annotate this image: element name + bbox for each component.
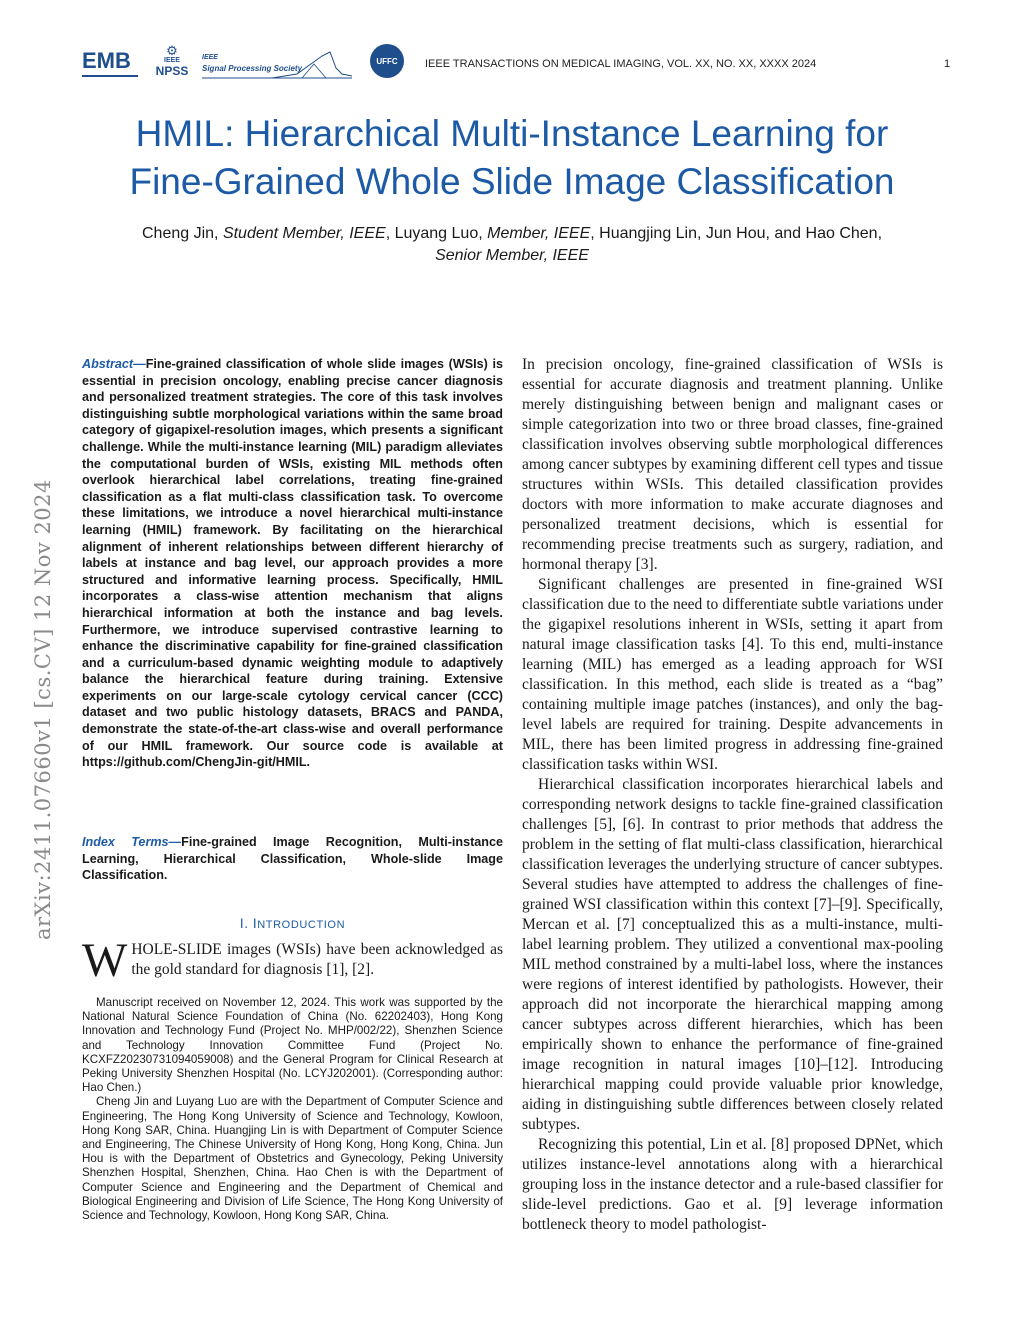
index-terms-dash: —	[168, 835, 182, 849]
author-1: Cheng Jin,	[141, 225, 219, 242]
journal-header: IEEE TRANSACTIONS ON MEDICAL IMAGING, VOL. XX, NO. XX, XXXX 2024	[425, 58, 817, 70]
abstract-label: Abstract	[82, 357, 134, 371]
npss-logo	[150, 44, 194, 78]
body-paragraph: Hierarchical classification incorporates hierarchical labels and corresponding network designs to tackle fine-grained classification challenges [5], [6]. In contrast to prior methods that address the problem in the setting of flat multi-class classification, hierarchical classification leverages the underlying structure of cancer subtypes. Several studies have attempted to address the challenges of fine-grained WSI classification within this context [7]–[9]. Specifically, Mercan et al. [7] conceptualized this as a multi-instance, multi-label learning problem. They utilized a conventional max-pooling MIL method constrained by a multi-label loss, where the instances were regions of interest identified by pathologists. However, their approach did not incorporate the hierarchical mapping among cancer subtypes across different hierarchies, which has been empirically shown to enhance the performance of fine-grained image recognition in natural images [10]–[12]. Introducing hierarchical mapping could provide valuable prior knowledge, aiding in distinguishing subtle differences between closely related subtypes.	[522, 776, 943, 1133]
author-list	[60, 223, 964, 267]
title-line-1: HMIL: Hierarchical Multi-Instance Learning for	[135, 113, 889, 154]
section-numeral: I.	[239, 916, 253, 931]
body-paragraph: In precision oncology, fine-grained classification of WSIs is essential for accurate diagnosis and treatment planning. Unlike merely distinguishing between benign and malignant cases or simple categorization into two or three broad classes, fine-grained classification involves observing subtle morphological differences among cancer subtypes by examining different cell types and tissue structures within WSIs. This detailed classification provides doctors with more information to make accurate diagnoses and personalized treatment decisions, which is essential for recommending precise treatments such as surgery, radiation, and hormonal therapy [3].	[522, 356, 943, 573]
footnote-funding: Manuscript received on November 12, 2024. This work was supported by the National Natural Science Foundation of China (No. 62202403), Hong Kong Innovation and Technology Fund (Project No. MHP/002/22), Shenzhen Science and Technology Innovation Committee Fund (Project No. KCXFZ20230731094059008) and the General Program for Clinical Research at Peking University Shenzhen Hospital (No. LCYJ202001). (Corresponding author: Hao Chen.)	[82, 996, 503, 1095]
uffc-logo: UFFC	[370, 44, 404, 78]
waveform-icon	[202, 50, 352, 82]
index-terms-label: Index Terms	[82, 835, 169, 849]
sps-logo-ieee: IEEE	[202, 54, 218, 61]
abstract-text: Fine-grained classification of whole slide images (WSIs) is essential in precision oncology, enabling precise cancer diagnosis and personalized treatment strategies. The core of this task involves distinguishing subtle morphological variations within the same broad category of gigapixel-resolution images, which presents a significant challenge. While the multi-instance learning (MIL) paradigm alleviates the computational burden of WSIs, existing MIL methods often overlook hierarchical label correlations, treating fine-grained classification as a flat multi-class classification task. To overcome these limitations, we introduce a novel hierarchical multi-instance learning (HMIL) framework. By facilitating on the hierarchical alignment of inherent relationships between different hierarchy of labels at instance and bag level, our approach provides a more structured and informative learning process. Specifically, HMIL incorporates a class-wise attention mechanism that aligns hierarchical information at both the instance and bag levels. Furthermore, we introduce supervised contrastive learning to enhance the discriminative capability for fine-grained classification and a curriculum-based dynamic weighting module to adaptively balance the hierarchical feature during training. Extensive experiments on our large-scale cytology cervical cancer (CCC) dataset and two public histology datasets, BRACS and PANDA, demonstrate the state-of-the-art class-wise and overall performance of our HMIL framework. Our source code is available at https://github.com/ChengJin-git/HMIL.	[82, 357, 503, 770]
index-terms	[82, 834, 503, 884]
sps-logo-text: Signal Processing Society	[202, 64, 303, 73]
abstract-dash: —	[133, 357, 146, 371]
author-3: , Huangjing Lin, Jun Hou, and Hao Chen,	[590, 225, 883, 242]
emb-logo: EMB	[82, 48, 131, 73]
signal-processing-society-logo	[202, 50, 352, 80]
npss-logo-top: IEEE	[164, 57, 180, 64]
section-title-rest: NTRODUCTION	[257, 919, 346, 931]
footnote-affiliations: Cheng Jin and Luyang Luo are with the Department of Computer Science and Engineering, The Hong Kong University of Science and Technology, Kowloon, Hong Kong SAR, China. Huangjing Lin is with Department of Computer Science and Engineering, The Chinese University of Hong Kong, Hong Kong, China. Jun Hou is with the Department of Obstetrics and Gynecology, Peking University Shenzhen Hospital, Shenzhen, China. Hao Chen is with the Department of Computer Science and Engineering and the Department of Chemical and Biological Engineering and Division of Life Science, The Hong Kong University of Science and Technology, Kowloon, Hong Kong SAR, China.	[82, 1095, 503, 1223]
emb-logo-underline	[82, 75, 138, 77]
body-paragraph: Recognizing this potential, Lin et al. [8] proposed DPNet, which utilizes instance-level annotations along with a hierarchical grouping loss in the instance detector and a rule-based classifier for slide-level predictions. Gao et al. [9] leverage information bottleneck theory to model pathologist-	[522, 1136, 943, 1233]
title-line-2: Fine-Grained Whole Slide Image Classification	[129, 161, 895, 202]
gear-icon: ⚙	[166, 43, 178, 58]
npss-logo-text: NPSS	[155, 64, 189, 78]
arxiv-stamp: arXiv:2411.07660v1 [cs.CV] 12 Nov 2024	[31, 479, 55, 940]
abstract	[82, 356, 503, 771]
paper-title	[60, 110, 964, 206]
author-1-role: Student Member, IEEE	[222, 225, 386, 242]
footnote	[82, 996, 503, 1223]
intro-paragraph	[82, 934, 503, 987]
society-logos	[82, 42, 412, 86]
index-terms-text: Fine-grained Image Recognition, Multi-instance Learning, Hierarchical Classification, Whole-slide Image Classification.	[82, 835, 503, 883]
page-number: 1	[944, 58, 951, 70]
intro-lead: HOLE-SLIDE	[131, 941, 222, 958]
section-first-letter: I	[252, 916, 258, 931]
right-column	[522, 355, 943, 1235]
author-3-role: Senior Member, IEEE	[435, 247, 589, 264]
body-paragraph: Significant challenges are presented in fine-grained WSI classification due to the need to differentiate subtle variations under the gigapixel resolutions inherent in WSIs, setting it apart from natural image classification tasks [4]. To this end, multi-instance learning (MIL) has emerged as a leading approach for WSI classification. In this method, each slide is treated as a “bag” containing multiple image patches (instances), and only the bag-level labels are required for training. Despite advancements in MIL, there has been limited progress in addressing fine-grained classification tasks within WSI.	[522, 576, 943, 773]
author-2-role: Member, IEEE	[487, 225, 591, 242]
section-heading-introduction	[82, 916, 503, 931]
drop-cap: W	[82, 934, 128, 987]
author-2: , Luyang Luo,	[385, 225, 483, 242]
intro-text: images (WSIs) have been acknowledged as the gold standard for diagnosis [1], [2].	[131, 941, 503, 978]
